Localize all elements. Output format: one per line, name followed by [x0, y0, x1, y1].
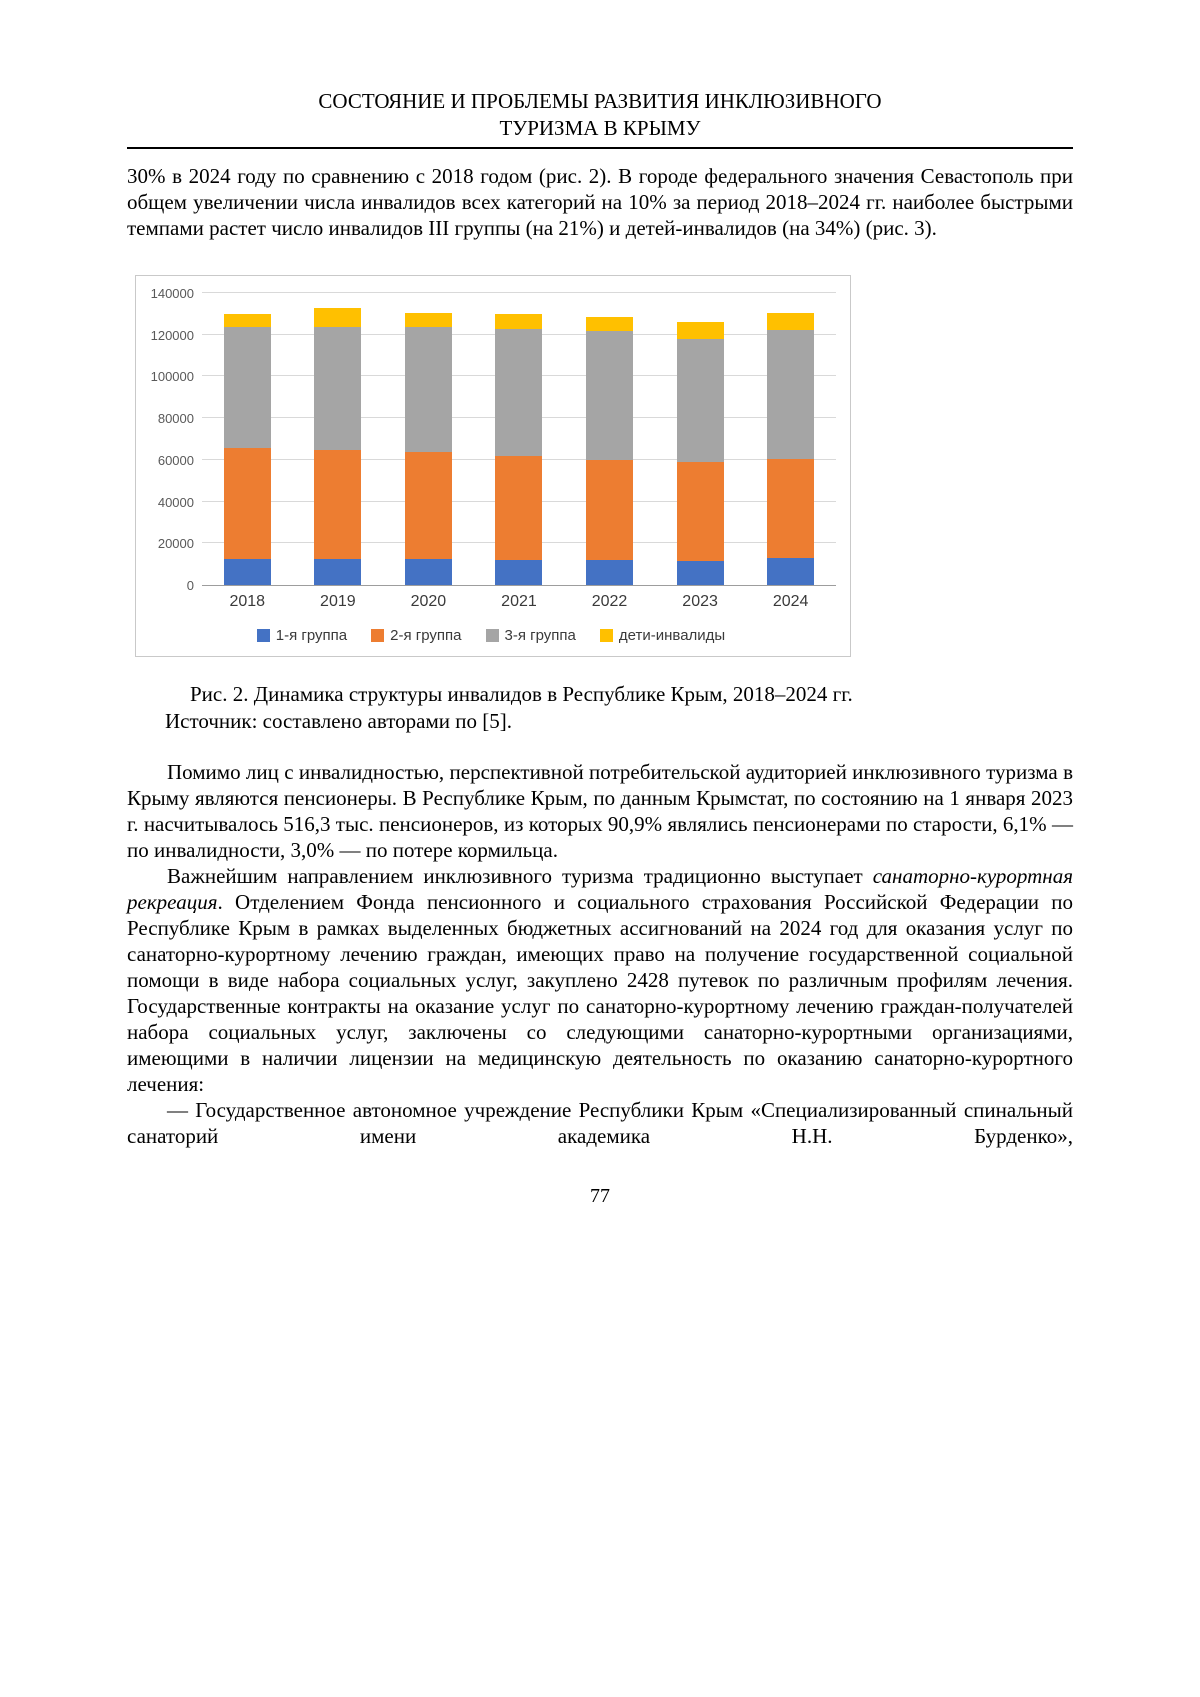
- bar-segment-1-я группа: [586, 560, 633, 585]
- x-tick-label: 2020: [410, 593, 447, 610]
- y-tick-label: 100000: [150, 369, 194, 385]
- chart-x-axis: [202, 593, 836, 611]
- x-tick-label: 2022: [591, 593, 628, 610]
- chart: [146, 286, 836, 593]
- bar-segment-1-я группа: [495, 560, 542, 585]
- bar-segment-дети-инвалиды: [314, 308, 361, 328]
- bar-segment-3-я группа: [586, 331, 633, 460]
- stacked-bar-2020: [405, 294, 452, 585]
- bar-segment-3-я группа: [495, 329, 542, 456]
- paragraph-4-list-item: — Государственное автономное учреждение Республики Крым «Специализированный спинальный санаторий имени академика Н.Н. Бурденко»,: [127, 1098, 1073, 1148]
- bar-segment-1-я группа: [314, 559, 361, 585]
- body-text: [127, 759, 1073, 1149]
- paragraph-1: 30% в 2024 году по сравнению с 2018 годом (рис. 2). В городе федерального значения Севастополь при общем увеличении числа инвалидов всех категорий на 10% за период 2018–2024 гг. наиболее быстрыми темпами растет число инвалидов III группы (на 21%) и детей-инвалидов (на 34%) (рис. 3).: [127, 164, 1073, 240]
- bar-segment-2-я группа: [314, 450, 361, 559]
- title-divider: [127, 147, 1073, 149]
- legend-item: [600, 627, 725, 644]
- page-number: 77: [590, 1185, 610, 1207]
- y-tick-label: 60000: [157, 452, 194, 468]
- x-tick-label: 2018: [229, 593, 266, 610]
- legend-label: дети-инвалиды: [618, 627, 726, 644]
- y-tick-label: 40000: [157, 494, 194, 510]
- stacked-bar-2024: [767, 294, 814, 585]
- stacked-bar-2018: [224, 294, 271, 585]
- paragraph-3: [127, 863, 1073, 1097]
- paper-title-line1: СОСТОЯНИЕ И ПРОБЛЕМЫ РАЗВИТИЯ ИНКЛЮЗИВНОГО: [318, 89, 882, 113]
- legend-swatch-icon: [486, 629, 499, 642]
- legend-item: [257, 627, 347, 644]
- x-tick-label: 2021: [501, 593, 537, 610]
- bar-segment-дети-инвалиды: [586, 317, 633, 332]
- bar-segment-2-я группа: [677, 462, 724, 561]
- bar-segment-2-я группа: [586, 460, 633, 560]
- bar-segment-1-я группа: [405, 559, 452, 585]
- paragraph-2: Помимо лиц с инвалидностью, перспективной потребительской аудиторией инклюзивного туризма в Крыму являются пенсионеры. В Республике Крым, по данным Крымстат, по состоянию на 1 января 2023 г. насчитывалось 516,3 тыс. пенсионеров, из которых 90,9% являлись пенсионерами по старости, 6,1% — по инвалидности, 3,0% — по потере кормильца.: [127, 760, 1073, 862]
- x-axis-spacer: [146, 593, 202, 611]
- paragraph-3-text-b: . Отделением Фонда пенсионного и социального страхования Российской Федерации по Республике Крым в рамках выделенных бюджетных ассигнований на 2024 год для оказания услуг по санаторно-курортному лечению граждан, имеющих право на получение государственной социальной помощи в виде набора социальных услуг, закуплено 2428 путевок по различным профилям лечения. Государственные контракты на оказание услуг по санаторно-курортному лечению граждан-получателей набора социальных услуг, заключены со следующими санаторно-курортными организациями, имеющими в наличии лицензии на медицинскую деятельность по оказанию санаторно-курортного лечения:: [127, 890, 1073, 1096]
- bar-segment-2-я группа: [224, 448, 271, 559]
- y-tick-label: 20000: [157, 536, 194, 552]
- stacked-bar-2023: [677, 294, 724, 585]
- bar-segment-3-я группа: [314, 327, 361, 450]
- stacked-bar-2021: [495, 294, 542, 585]
- bar-segment-дети-инвалиды: [767, 313, 814, 331]
- y-tick-label: 80000: [157, 411, 194, 427]
- bar-segment-дети-инвалиды: [495, 314, 542, 330]
- bar-segment-1-я группа: [767, 558, 814, 585]
- chart-legend: [146, 627, 836, 644]
- chart-x-axis-row: [146, 593, 836, 611]
- chart-plot: [202, 294, 836, 586]
- legend-item: [486, 627, 576, 644]
- legend-swatch-icon: [371, 629, 384, 642]
- paragraph-3-text-a: Важнейшим направлением инклюзивного туризма традиционно выступает: [167, 864, 873, 888]
- bar-segment-3-я группа: [767, 330, 814, 459]
- paragraph-3-italic: санаторно-курортная рекреация: [127, 864, 1073, 914]
- stacked-bar-2022: [586, 294, 633, 585]
- x-tick-label: 2024: [772, 593, 809, 610]
- bar-segment-1-я группа: [677, 561, 724, 585]
- bar-segment-2-я группа: [767, 459, 814, 558]
- bar-segment-3-я группа: [677, 339, 724, 463]
- bar-segment-1-я группа: [224, 559, 271, 585]
- bar-segment-дети-инвалиды: [677, 322, 724, 339]
- stacked-bar-2019: [314, 294, 361, 585]
- x-tick-label: 2023: [682, 593, 718, 610]
- figure-caption-source: Источник: составлено авторами по [5].: [165, 709, 512, 733]
- paper-title: [127, 88, 1073, 142]
- paper-title-line2: ТУРИЗМА В КРЫМУ: [499, 116, 701, 140]
- bar-segment-3-я группа: [405, 327, 452, 452]
- figure-2-chart: [135, 275, 851, 657]
- bar-segment-2-я группа: [495, 456, 542, 560]
- y-tick-label: 140000: [150, 286, 194, 301]
- chart-y-axis: [146, 286, 202, 593]
- y-tick-label: 0: [186, 578, 194, 593]
- chart-bars: [202, 294, 836, 585]
- legend-swatch-icon: [257, 629, 270, 642]
- legend-item: [371, 627, 461, 644]
- figure-caption-text: Рис. 2. Динамика структуры инвалидов в Республике Крым, 2018–2024 гг.: [190, 682, 853, 706]
- x-tick-label: 2019: [320, 593, 356, 610]
- legend-label: 3-я группа: [504, 627, 576, 644]
- y-tick-label: 120000: [150, 327, 194, 343]
- figure-caption: [165, 681, 1073, 735]
- gridline: [202, 292, 836, 293]
- bar-segment-дети-инвалиды: [224, 314, 271, 328]
- legend-swatch-icon: [600, 629, 613, 642]
- legend-label: 2-я группа: [390, 627, 462, 644]
- bar-segment-3-я группа: [224, 327, 271, 448]
- bar-segment-дети-инвалиды: [405, 313, 452, 328]
- legend-label: 1-я группа: [275, 627, 348, 644]
- bar-segment-2-я группа: [405, 452, 452, 559]
